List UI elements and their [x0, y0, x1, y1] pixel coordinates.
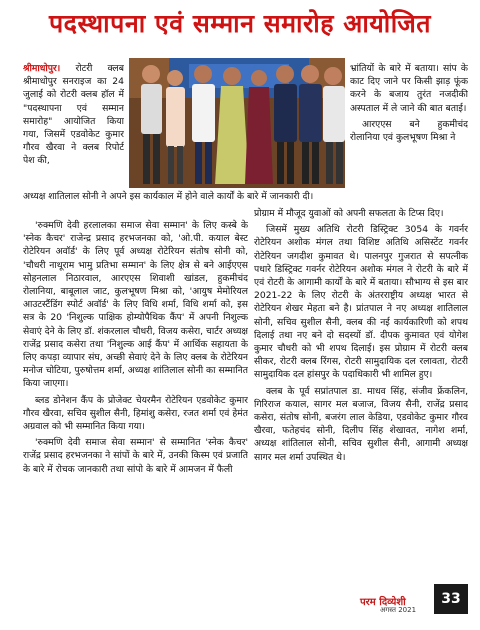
top-right-column [350, 62, 468, 207]
group-photo [129, 58, 345, 188]
left-paragraph-2: ब्लड डोनेशन कैंप के प्रोजेक्ट चेयरमैन रोटेरियन एडवोकेट कुमार गौरव खैरवा, सचिव सुशील सैनी, हिमांशु कसेरा, रजत शर्मा एवं हेमंत अग्रवाल को भी सम्मानित किया गया। [23, 394, 248, 433]
left-column [23, 219, 248, 599]
top-right-paragraph-1: भ्रांतियों के बारे में बताया। सांप के काट दिए जाने पर किसी झाड़ फूंक करने के बजाय तुरंत नजदीकी अस्पताल में ले जाने की बात बताई। [350, 63, 468, 114]
right-paragraph-1: प्रोग्राम में मौजूद युवाओं को अपनी सफलता के टिप्स दिए। [254, 208, 444, 219]
page-footer [360, 584, 468, 622]
left-paragraph-3: 'रुक्मणि देवी समाज सेवा सम्मान' से सम्मानित 'स्नेक कैचर' राजेंद्र प्रसाद हरभजनका ने सांपों के बारे में, उनकी किस्म एवं प्रजाति के बारे में रोचक जानकारी तथा सांपो के बारे में आमजन में फैली [23, 437, 248, 475]
dateline: श्रीमाधोपुर। [23, 63, 61, 74]
intro-paragraph: रोटरी क्लब श्रीमाधोपुर सनराइज का 24 जुलाई को रोटरी क्लब हॉल में "पदस्थापना एवं सम्मान समारोह" आयोजित किया गया, जिसमें एडवोकेट कुमार गौरव खैरवा ने क्लब रिपोर्ट पेश की, [23, 63, 124, 167]
right-column [254, 207, 468, 577]
magazine-name: परम दिव्येशी [360, 597, 406, 608]
page-number: 33 [434, 584, 468, 614]
intro-continuation-text: अध्यक्ष शातिलाल सोनी ने अपने इस कार्यकाल में होने वाले कार्यों के बारे में जानकारी दी। [23, 191, 314, 202]
left-paragraph-1: 'रुक्मणि देवी हरलालका समाज सेवा सम्मान' के लिए कस्बे के 'स्नेक कैचर' राजेन्द्र प्रसाद हरभजनका को, 'ओ.पी. कयाल बेस्ट रोटेरियन अवॉर्ड' के लिए पूर्व अध्यक्ष रोटेरियन संतोष सोनी को, 'चौधरी नाथूराम भामु प्रतिभा सम्मान' के लिए क्षेत्र से बने आईएएस सोहनलाल निठारवाल, आरएएस शिवाशी खांडल, हुकमीचंद रोलानिया, बाबूलाल जाट, कुलभूषण मिश्रा को, 'आयुष मेमोरियल आउटस्टैंडिंग स्पोर्ट अवॉर्ड' के लिए विधि शर्मा, विधि शर्मा को, इस सत्र के 20 'निशुल्क पाक्षिक होम्योपैथिक कैंप' में अपनी निशुल्क सेवाएं देने के लिए डॉ. शंकरलाल चौधरी, विजय कसेरा, चार्टर अध्यक्ष राजेंद्र प्रसाद कसेरा तथा 'निशुल्क आई कैंप' में आर्थिक सहायता के लिए कपड़ा व्यापार संघ, अच्छी सेवाएं देने के लिए क्लब के रोटेरियन मनोज चोटिया, पुरुषोत्तम शर्मा, अध्यक्ष शांतिलाल सोनी का सम्मानित किया जाएगा। [23, 220, 248, 390]
right-paragraph-2: जिसमें मुख्य अतिथि रोटरी डिस्ट्रिक्ट 3054 के गवर्नर रोटेरियन अशोक मंगल तथा विशिष्ट अतिथि असिस्टेंट गवर्नर रोटेरियन जगदीश कुमावत थे। पालनपुर गुजरात से सपत्नीक पधारे डिस्ट्रिक्ट गवर्नर रोटेरियन अशोक मंगल ने रोटरी के बारे में एवं रोटरी के आगामी कार्यों के बारे में बताया। सौभाग्य से इस बार 2021-22 के लिए रोटरी के अंतरराष्ट्रीय अध्यक्ष भारत से रोटेरियन शेखर मेहता बने है। प्रांतपाल ने नए अध्यक्ष शातिलाल सोनी, सचिव सुशील सैनी, क्लब की नई कार्यकारिणी को शपथ दिलाई तथा नए बने दो सदस्यों डॉ. दीपक कुमावत एवं योगेश कुमार चौधरी को भी शपथ दिलाई। इस प्रोग्राम में रोटरी क्लब सीकर, रोटरी क्लब रिंगस, रोटरी सामुदायिक दल रलावता, रोटरी सामुदायिक दल हांसपुर के पदाधिकारी भी शामिल हुए। [254, 224, 468, 381]
right-paragraph-3: क्लब के पूर्व सप्रांतपाल डा. माधव सिंह, संजीव फ्रेंकलिन, गिरिराज कयाल, सागर मल बजाज, विजय सैनी, राजेंद्र प्रसाद कसेरा, संतोष सोनी, बजरंग लाल केडिया, एडवोकेट कुमार गौरव खैरवा, फतेहचंद सोनी, दिलीप सिंह शेखावत, नागेश शर्मा, अध्यक्ष शांतिलाल सोनी, सचिव सुशील सैनी, आगामी अध्यक्ष सागर मल शर्मा उपस्थित थे। [254, 385, 468, 463]
intro-column [23, 62, 124, 190]
issue-month: अगस्त 2021 [380, 606, 417, 614]
top-right-paragraph-2: आरएएस बने हुकमीचंद रोलानिया एवं कुलभूषण मिश्रा ने [350, 118, 468, 144]
article-headline: पदस्थापना एवं सम्मान समारोह आयोजित [48, 9, 432, 38]
